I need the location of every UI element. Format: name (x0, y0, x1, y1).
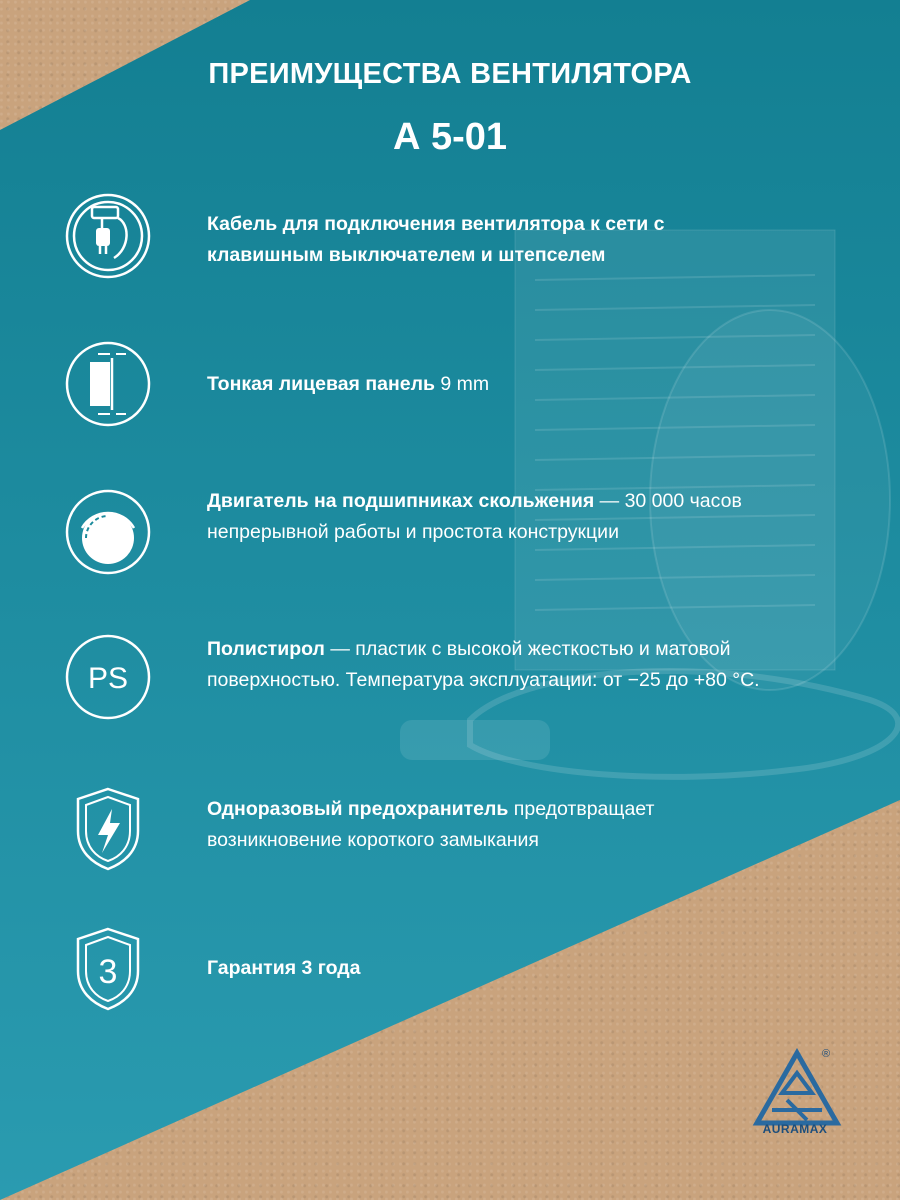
ps-material-icon (64, 633, 152, 721)
ps-icon-label: PS (87, 662, 129, 695)
feature-cable-bold: Кабель для подключения вентилятора к сети с клавишным выключателем и штепселем (207, 213, 665, 266)
feature-material-bold: Полистирол (207, 638, 325, 660)
feature-fuse-text: предотвращает возникновение короткого замыкания (207, 798, 655, 851)
motor-bearing-icon (64, 488, 152, 576)
feature-motor-text: — 30 000 часов непрерывной работы и простота конструкции (207, 490, 742, 543)
feature-panel-bold: Тонкая лицевая панель (207, 373, 435, 395)
warranty-icon-label: 3 (98, 953, 118, 991)
feature-fuse-bold: Одноразовый предохранитель (207, 798, 509, 820)
fuse-shield-icon (64, 785, 152, 873)
power-plug-icon (64, 192, 152, 280)
feature-warranty-bold: Гарантия 3 года (207, 957, 361, 979)
thin-panel-icon (64, 340, 152, 428)
page-title: ПРЕИМУЩЕСТВА ВЕНТИЛЯТОРА (208, 58, 692, 90)
registered-mark: ® (822, 1048, 831, 1060)
warranty-shield-icon (64, 925, 152, 1013)
feature-motor-bold: Двигатель на подшипниках скольжения (207, 490, 595, 512)
brand-name: AURAMAX (762, 1122, 828, 1136)
feature-panel-text: 9 mm (434, 373, 490, 395)
model-name: А 5-01 (392, 116, 508, 158)
feature-material-text: — пластик с высокой жесткостью и матовой поверхностью. Температура эксплуатации: от −25 до +80 °С. (207, 638, 760, 691)
